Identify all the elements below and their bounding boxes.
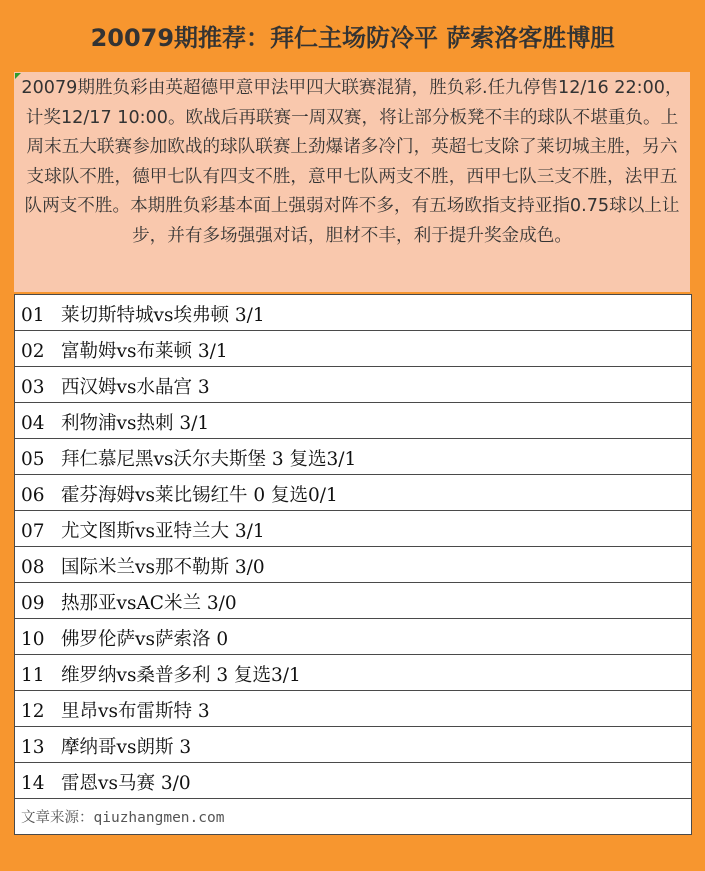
match-number: 14 bbox=[21, 773, 45, 794]
match-row bbox=[15, 439, 691, 475]
match-text: 尤文图斯vs亚特兰大 3/1 bbox=[61, 521, 265, 542]
match-number: 06 bbox=[21, 485, 45, 506]
intro-text: 20079期胜负彩由英超德甲意甲法甲四大联赛混猜，胜负彩.任九停售12/16 22:00，计奖12/17 10:00。欧战后再联赛一周双赛，将让部分板凳不丰的球队不堪重负。上周末五大联赛参加欧战的球队联赛上劲爆诸多冷门，英超七支除了莱切城主胜，另六支球队不胜，德甲七队有四支不胜，意甲七队两支不胜，西甲七队三支不胜，法甲五队两支不胜。本期胜负彩基本面上强弱对阵不多，有五场欧指支持亚指0.75球以上让步，并有多场强强对话，胆材不丰，利于提升奖金成色。 bbox=[21, 78, 683, 246]
match-number: 04 bbox=[21, 413, 45, 434]
match-row bbox=[15, 403, 691, 439]
match-text: 热那亚vsAC米兰 3/0 bbox=[61, 593, 237, 614]
match-number: 08 bbox=[21, 557, 45, 578]
source-credit: 文章来源：qiuzhangmen.com bbox=[15, 799, 691, 835]
match-row bbox=[15, 727, 691, 763]
match-row bbox=[15, 511, 691, 547]
match-row bbox=[15, 331, 691, 367]
match-row bbox=[15, 547, 691, 583]
match-text: 佛罗伦萨vs萨索洛 0 bbox=[61, 629, 229, 650]
match-text: 利物浦vs热刺 3/1 bbox=[61, 413, 210, 434]
match-row bbox=[15, 475, 691, 511]
match-number: 05 bbox=[21, 449, 45, 470]
match-number: 02 bbox=[21, 341, 45, 362]
match-row bbox=[15, 763, 691, 799]
match-text: 维罗纳vs桑普多利 3 复选3/1 bbox=[61, 665, 301, 686]
match-text: 霍芬海姆vs莱比锡红牛 0 复选0/1 bbox=[61, 485, 338, 506]
match-number: 12 bbox=[21, 701, 45, 722]
match-number: 09 bbox=[21, 593, 45, 614]
match-number: 13 bbox=[21, 737, 45, 758]
match-text: 雷恩vs马赛 3/0 bbox=[61, 773, 191, 794]
intro-box bbox=[14, 72, 690, 292]
match-number: 03 bbox=[21, 377, 45, 398]
match-row bbox=[15, 295, 691, 331]
match-text: 莱切斯特城vs埃弗顿 3/1 bbox=[61, 305, 265, 326]
match-row bbox=[15, 655, 691, 691]
match-text: 拜仁慕尼黑vs沃尔夫斯堡 3 复选3/1 bbox=[61, 449, 357, 470]
match-number: 01 bbox=[21, 305, 45, 326]
match-number: 10 bbox=[21, 629, 45, 650]
match-table bbox=[14, 294, 692, 835]
corner-marker-icon bbox=[15, 73, 21, 79]
match-number: 11 bbox=[21, 665, 45, 686]
article-title: 20079期推荐：拜仁主场防冷平 萨索洛客胜博胆 bbox=[90, 24, 615, 52]
match-text: 里昂vs布雷斯特 3 bbox=[61, 701, 210, 722]
match-row bbox=[15, 691, 691, 727]
match-text: 富勒姆vs布莱顿 3/1 bbox=[61, 341, 228, 362]
match-row bbox=[15, 367, 691, 403]
match-row bbox=[15, 619, 691, 655]
match-number: 07 bbox=[21, 521, 45, 542]
match-text: 西汉姆vs水晶宫 3 bbox=[61, 377, 210, 398]
match-text: 摩纳哥vs朗斯 3 bbox=[61, 737, 192, 758]
match-row bbox=[15, 583, 691, 619]
match-text: 国际米兰vs那不勒斯 3/0 bbox=[61, 557, 265, 578]
